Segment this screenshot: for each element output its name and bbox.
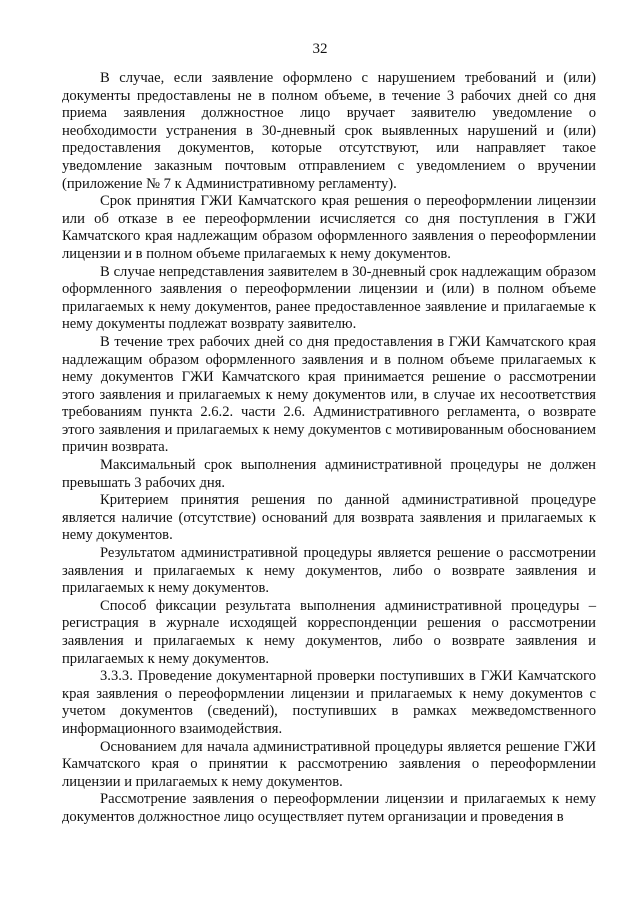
paragraph: В случае непредставления заявителем в 30-дневный срок надлежащим образом оформленного заявления о переоформлении лицензии и (или) в полном объеме прилагаемых к нему документов, ранее предоставленное заявление и прилагаемые к нему документы подлежат возврату заявителю. <box>62 263 596 333</box>
section-paragraph: 3.3.3. Проведение документарной проверки поступивших в ГЖИ Камчатского края заявления о переоформлении лицензии и прилагаемых к нему документов с учетом документов (сведений), поступивших в рамках межведомственного информационного взаимодействия. <box>62 668 596 737</box>
paragraph: Рассмотрение заявления о переоформлении лицензии и прилагаемых к нему документов должностное лицо осуществляет путем организации и проведения в <box>62 791 596 825</box>
paragraph: Критерием принятия решения по данной административной процедуре является наличие (отсутствие) оснований для возврата заявления и прилагаемых к нему документов. <box>62 492 596 544</box>
paragraph: Способ фиксации результата выполнения административной процедуры – регистрация в журнале исходящей корреспонденции решения о рассмотрении заявления и прилагаемых к нему документов, либо о возврате заявления и прилагаемых к нему документов. <box>62 597 596 667</box>
paragraph: Срок принятия ГЖИ Камчатского края решения о переоформлении лицензии или об отказе в ее переоформлении исчисляется со дня поступления в ГЖИ Камчатского края надлежащим образом оформленного заявления о переоформлении лицензии и в полном объеме прилагаемых к нему документов. <box>62 193 596 262</box>
document-body <box>62 70 596 827</box>
paragraph: В течение трех рабочих дней со дня предоставления в ГЖИ Камчатского края надлежащим образом оформленного заявления и в полном объеме прилагаемых к нему документов ГЖИ Камчатского края принимается решение о рассмотрении этого заявления и прилагаемых к нему документов или, в случае их несоответствия требованиям пункта 2.6.2. части 2.6. Административного регламента, о возврате этого заявления и прилагаемых к нему документов с мотивированным обоснованием причин возврата. <box>62 333 596 456</box>
paragraph: Максимальный срок выполнения административной процедуры не должен превышать 3 рабочих дня. <box>62 457 596 491</box>
page-number: 32 <box>312 41 328 57</box>
paragraph: В случае, если заявление оформлено с нарушением требований и (или) документы предоставлены не в полном объеме, в течение 3 рабочих дней со дня приема заявления должностное лицо вручает заявителю уведомление о необходимости устранения в 30-дневный срок выявленных нарушений и (или) предоставления документов, которые отсутствуют, или направляет такое уведомление заказным почтовым отправлением с уведомлением о вручении (приложение № 7 к Административному регламенту). <box>62 70 596 192</box>
paragraph: Основанием для начала административной процедуры является решение ГЖИ Камчатского края о принятии к рассмотрению заявления о переоформлении лицензии и прилагаемых к нему документов. <box>62 738 596 790</box>
paragraph: Результатом административной процедуры является решение о рассмотрении заявления и прилагаемых к нему документов, либо о возврате заявления и прилагаемых к нему документов. <box>62 545 596 597</box>
